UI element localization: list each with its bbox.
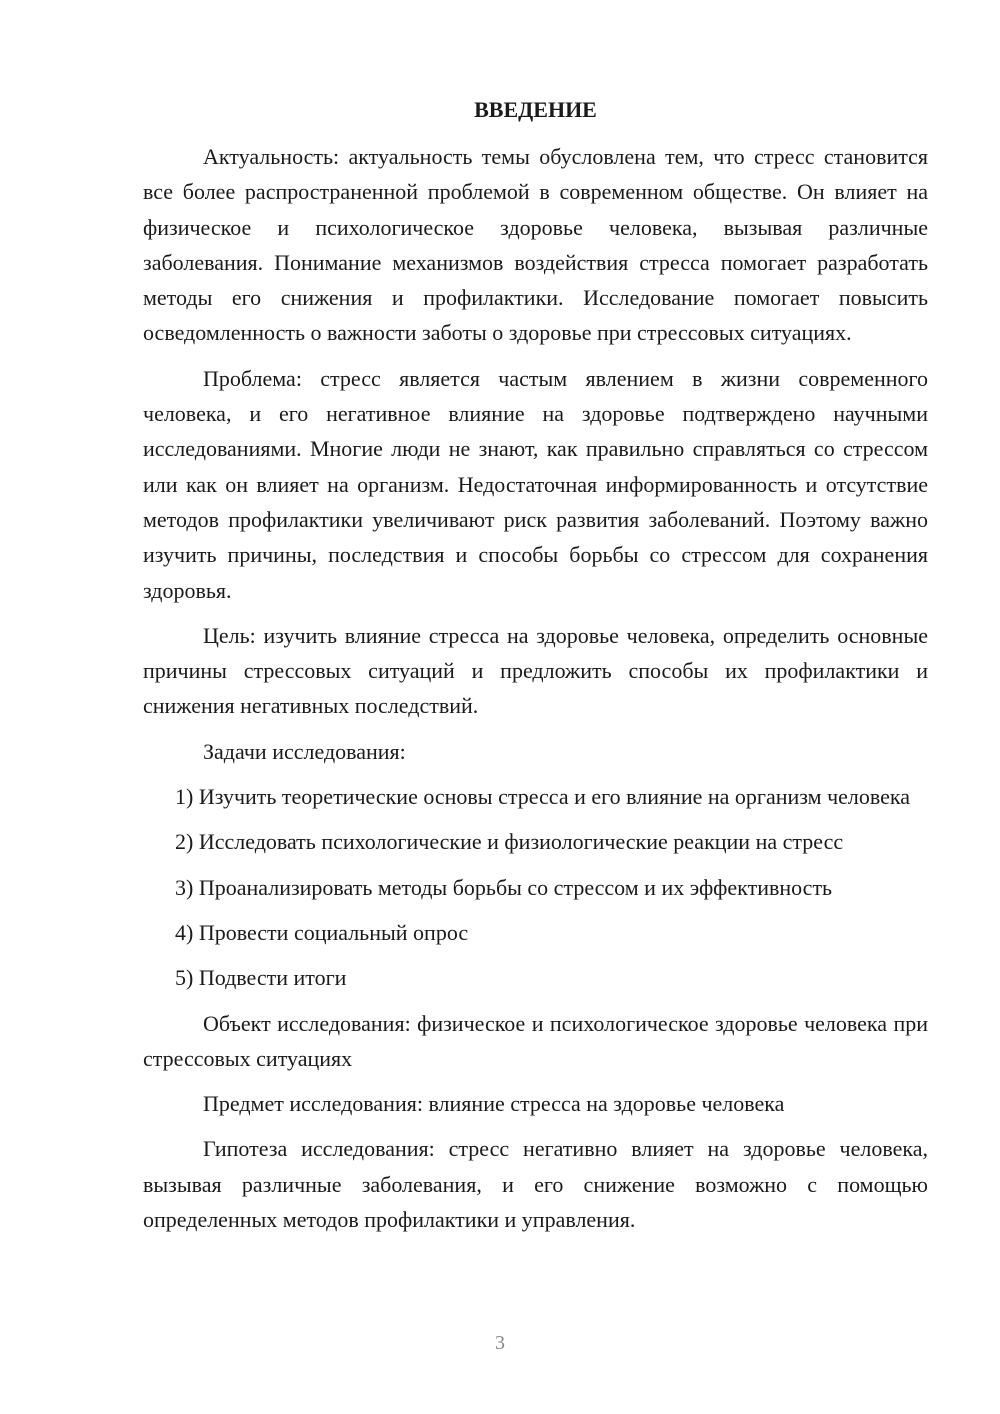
object-paragraph: Объект исследования: физическое и психологическое здоровье человека при стрессовых ситуациях: [143, 1010, 928, 1071]
task-item-5: 5) Подвести итоги: [175, 965, 347, 991]
goal-paragraph: Цель: изучить влияние стресса на здоровье человека, определить основные причины стрессовых ситуаций и предложить способы их профилактики и снижения негативных последствий.: [143, 622, 928, 719]
tasks-title: Задачи исследования:: [203, 738, 406, 764]
document-page: [143, 92, 928, 1237]
task-item-3: 3) Проанализировать методы борьбы со стрессом и их эффективность: [175, 874, 833, 900]
task-item-4: 4) Провести социальный опрос: [175, 919, 469, 945]
relevance-paragraph: Актуальность: актуальность темы обусловлена тем, что стресс становится все более распространенной проблемой в современном обществе. Он влияет на физическое и психологическое здоровье человека, вызывая различные заболевания. Понимание механизмов воздействия стресса помогает разработать методы его снижения и профилактики. Исследование помогает повысить осведомленность о важности заботы о здоровье при стрессовых ситуациях.: [143, 144, 928, 346]
subject-paragraph: Предмет исследования: влияние стресса на здоровье человека: [203, 1091, 785, 1117]
problem-paragraph: Проблема: стресс является частым явлением в жизни современного человека, и его негативное влияние на здоровье подтверждено научными исследованиями. Многие люди не знают, как правильно справляться со стрессом или как он влияет на организм. Недостаточная информированность и отсутствие методов профилактики увеличивают риск развития заболеваний. Поэтому важно изучить причины, последствия и способы борьбы со стрессом для сохранения здоровья.: [143, 365, 928, 603]
task-item-1: 1) Изучить теоретические основы стресса и его влияние на организм человека: [175, 784, 911, 810]
page-number: 3: [495, 1332, 505, 1354]
task-item-2: 2) Исследовать психологические и физиологические реакции на стресс: [175, 829, 844, 855]
section-heading: ВВЕДЕНИЕ: [474, 97, 597, 122]
hypothesis-paragraph: Гипотеза исследования: стресс негативно влияет на здоровье человека, вызывая различные заболевания, и его снижение возможно с помощью определенных методов профилактики и управления.: [143, 1136, 928, 1233]
